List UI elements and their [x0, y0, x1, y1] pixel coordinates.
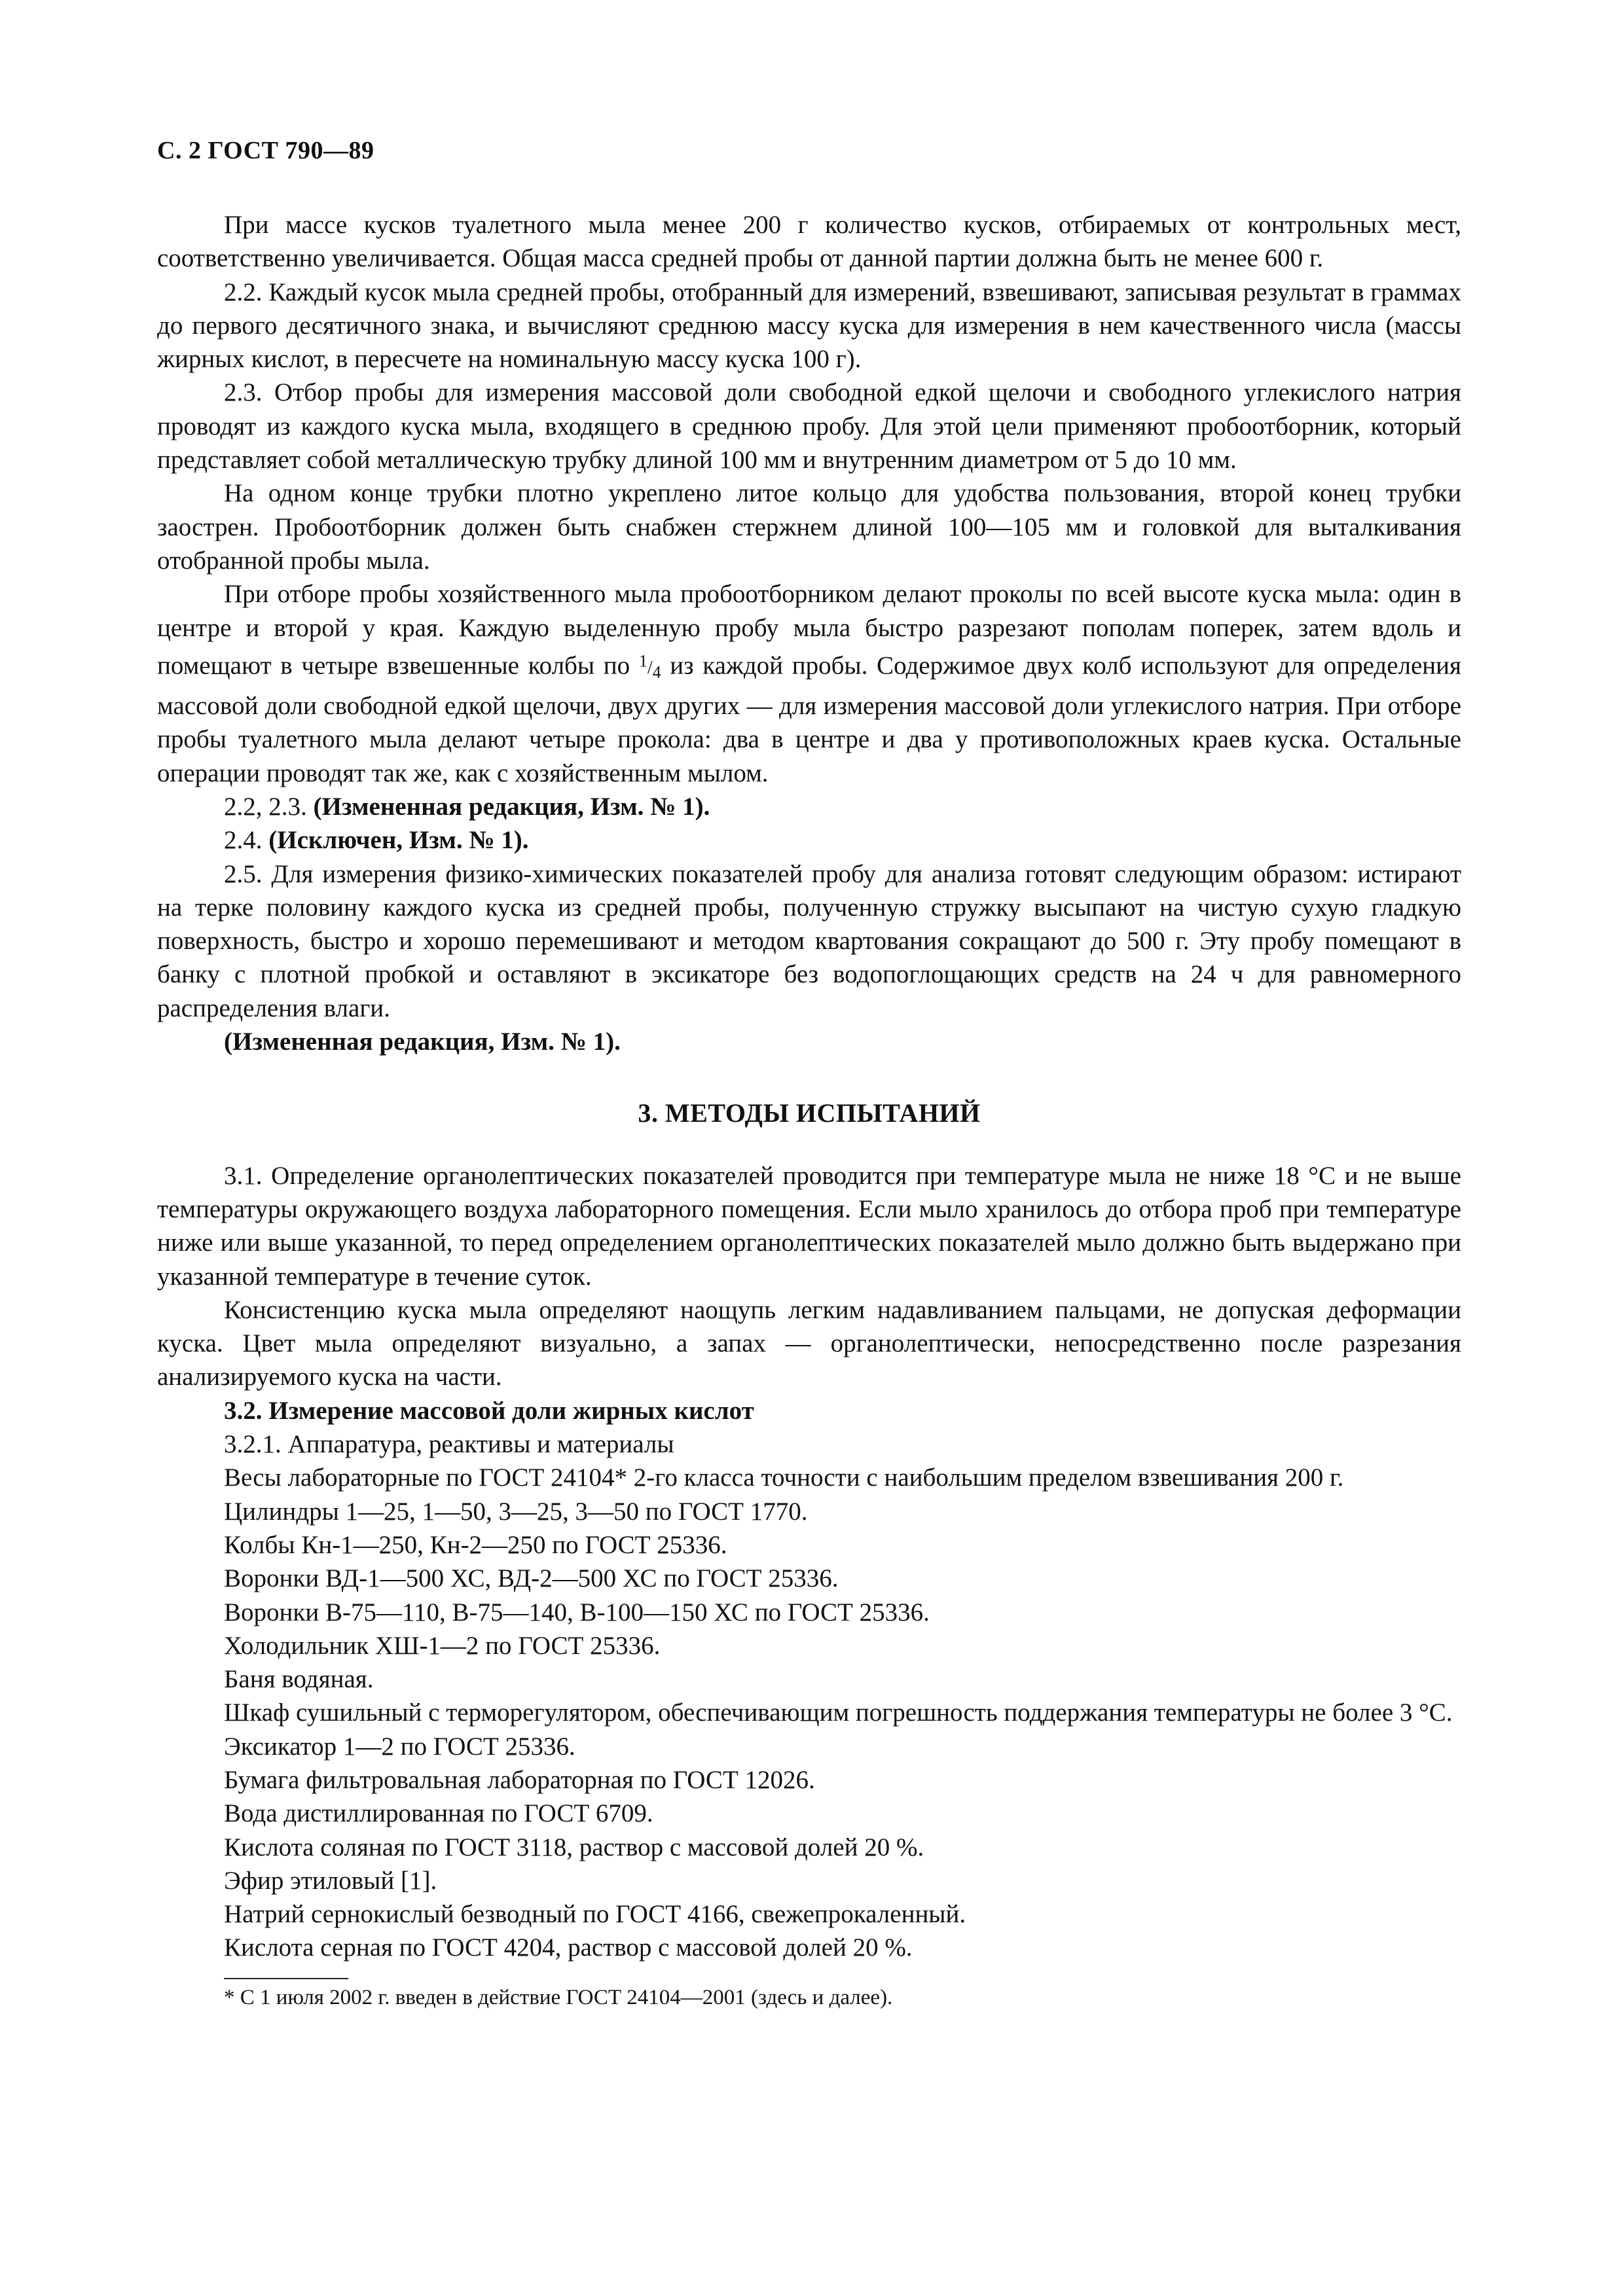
paragraph-sampler-description: На одном конце трубки плотно укреплено литое кольцо для удобства пользования, второй конец трубки заострен. Пробоотборник должен быть снабжен стержнем длиной 100—105 мм и головкой для выталкивания отобранной пробы мыла.: [157, 479, 1461, 575]
list-item: Кислота соляная по ГОСТ 3118, раствор с массовой долей 20 %.: [224, 1833, 924, 1861]
amendment-note: (Измененная редакция, Изм. № 1).: [313, 792, 710, 821]
paragraph-2-5: 2.5. Для измерения физико-химических показателей пробу для анализа готовят следующим образом: истирают на терке половину каждого куска из средней пробы, полученную стружку высыпают на чистую сухую гладкую поверхность, быстро и хорошо перемешивают и методом квартования сокращают до 500 г. Эту пробу помещают в банку с плотной пробкой и оставляют в эксикаторе без водопоглощающих средств на 24 ч для равномерного распределения влаги.: [157, 859, 1461, 1022]
subsection-title-3-2: 3.2. Измерение массовой доли жирных кислот: [224, 1396, 754, 1425]
list-item-drying-cabinet: Шкаф сушильный с терморегулятором, обеспечивающим погрешность поддержания температуры не более 3 °С.: [224, 1698, 1453, 1727]
paragraph-3-1: 3.1. Определение органолептических показателей проводится при температуре мыла не ниже 18 °С и не выше температуры окружающего воздуха лабораторного помещения. Если мыло хранилось до отбора проб при температуре ниже или выше указанной, то перед определением органолептических показателей мыло должно быть выдержано при указанной температуре в течение суток.: [157, 1161, 1461, 1291]
paragraph-amendment-2-5: [157, 1025, 1461, 1058]
fraction-one-quarter: $^1/_4$: [638, 651, 661, 682]
excluded-note: (Исключен, Изм. № 1).: [268, 826, 529, 855]
paragraph-2-4: [157, 823, 1461, 857]
paragraph-2-3: 2.3. Отбор пробы для измерения массовой доли свободной едкой щелочи и свободного углекислого натрия проводят из каждого куска мыла, входящего в среднюю пробу. Для этой цели применяют пробоотборник, который представляет собой металлическую трубку длиной 100 мм и внутренним диаметром от 5 до 10 мм.: [157, 378, 1461, 475]
clause-number: 2.4.: [224, 826, 269, 855]
subsection-title-3-2-1: 3.2.1. Аппаратура, реактивы и материалы: [224, 1430, 674, 1459]
list-item: Цилиндры 1—25, 1—50, 3—25, 3—50 по ГОСТ 1770.: [224, 1497, 808, 1526]
list-item: Воронки В-75—110, В-75—140, В-100—150 ХС по ГОСТ 25336.: [224, 1598, 930, 1626]
footnote: * С 1 июля 2002 г. введен в действие ГОСТ 24104—2001 (здесь и далее).: [224, 1986, 893, 2009]
list-item: Бумага фильтровальная лабораторная по ГОСТ 12026.: [224, 1765, 815, 1794]
fraction-denominator: 4: [652, 662, 661, 682]
list-item: Холодильник ХШ-1—2 по ГОСТ 25336.: [224, 1631, 661, 1660]
list-item: Эксикатор 1—2 по ГОСТ 25336.: [224, 1732, 575, 1761]
footnote-divider: [224, 1978, 348, 1979]
amendment-note: (Измененная редакция, Изм. № 1).: [224, 1028, 621, 1056]
paragraph-sampling-text-b: из каждой пробы. Содержимое двух колб используют для определения массовой доли свободной едкой щелочи, двух других — для измерения массовой доли углекислого натрия. При отборе пробы туалетного мыла делают четыре прокола: два в центре и два у противоположных краев куска. Остальные операции проводят так же, как с хозяйственным мылом.: [157, 651, 1461, 787]
fraction-numerator: 1: [638, 651, 647, 671]
paragraph-consistency: Консистенцию куска мыла определяют наощупь легким надавливанием пальцами, не допуская деформации куска. Цвет мыла определяют визуально, а запах — органолептически, непосредственно после разрезания анализируемого куска на части.: [157, 1295, 1461, 1391]
paragraph-amendment-2-2-2-3: [157, 790, 1461, 823]
page-header: С. 2 ГОСТ 790—89: [157, 137, 374, 164]
equipment-list: [157, 1461, 1461, 1964]
list-item: Воронки ВД-1—500 ХС, ВД-2—500 ХС по ГОСТ 25336.: [224, 1564, 839, 1593]
paragraph-sampling-procedure: [157, 577, 1461, 790]
amendment-number: 2.2, 2.3.: [224, 792, 314, 821]
list-item: Эфир этиловый [1].: [224, 1866, 437, 1895]
list-item: Вода дистиллированная по ГОСТ 6709.: [224, 1799, 653, 1828]
section-title-test-methods: 3. МЕТОДЫ ИСПЫТАНИЙ: [638, 1098, 981, 1128]
list-item: Весы лабораторные по ГОСТ 24104* 2-го класса точности с наибольшим пределом взвешивания 200 г.: [224, 1463, 1344, 1492]
list-item: Кислота серная по ГОСТ 4204, раствор с массовой долей 20 %.: [224, 1933, 913, 1962]
list-item: Натрий сернокислый безводный по ГОСТ 4166, свежепрокаленный.: [224, 1900, 966, 1929]
list-item: Колбы Кн-1—250, Кн-2—250 по ГОСТ 25336.: [224, 1530, 727, 1559]
paragraph-sampling-text-a: При отборе пробы хозяйственного мыла пробоотборником делают проколы по всей высоте куска мыла: один в центре и второй у края. Каждую выделенную пробу мыла быстро разрезают пополам поперек, затем вдоль и помещают в четыре взвешенные колбы по: [157, 580, 1461, 680]
document-body: [157, 208, 1461, 1965]
paragraph-sample-mass: При массе кусков туалетного мыла менее 200 г количество кусков, отбираемых от контрольных мест, соответственно увеличивается. Общая масса средней пробы от данной партии должна быть не менее 600 г.: [157, 211, 1461, 273]
paragraph-2-2: 2.2. Каждый кусок мыла средней пробы, отобранный для измерений, взвешивают, записывая результат в граммах до первого десятичного знака, и вычисляют среднюю массу куска для измерения в нем качественного числа (массы жирных кислот, в пересчете на номинальную массу куска 100 г).: [157, 278, 1461, 374]
list-item: Баня водяная.: [224, 1665, 374, 1694]
